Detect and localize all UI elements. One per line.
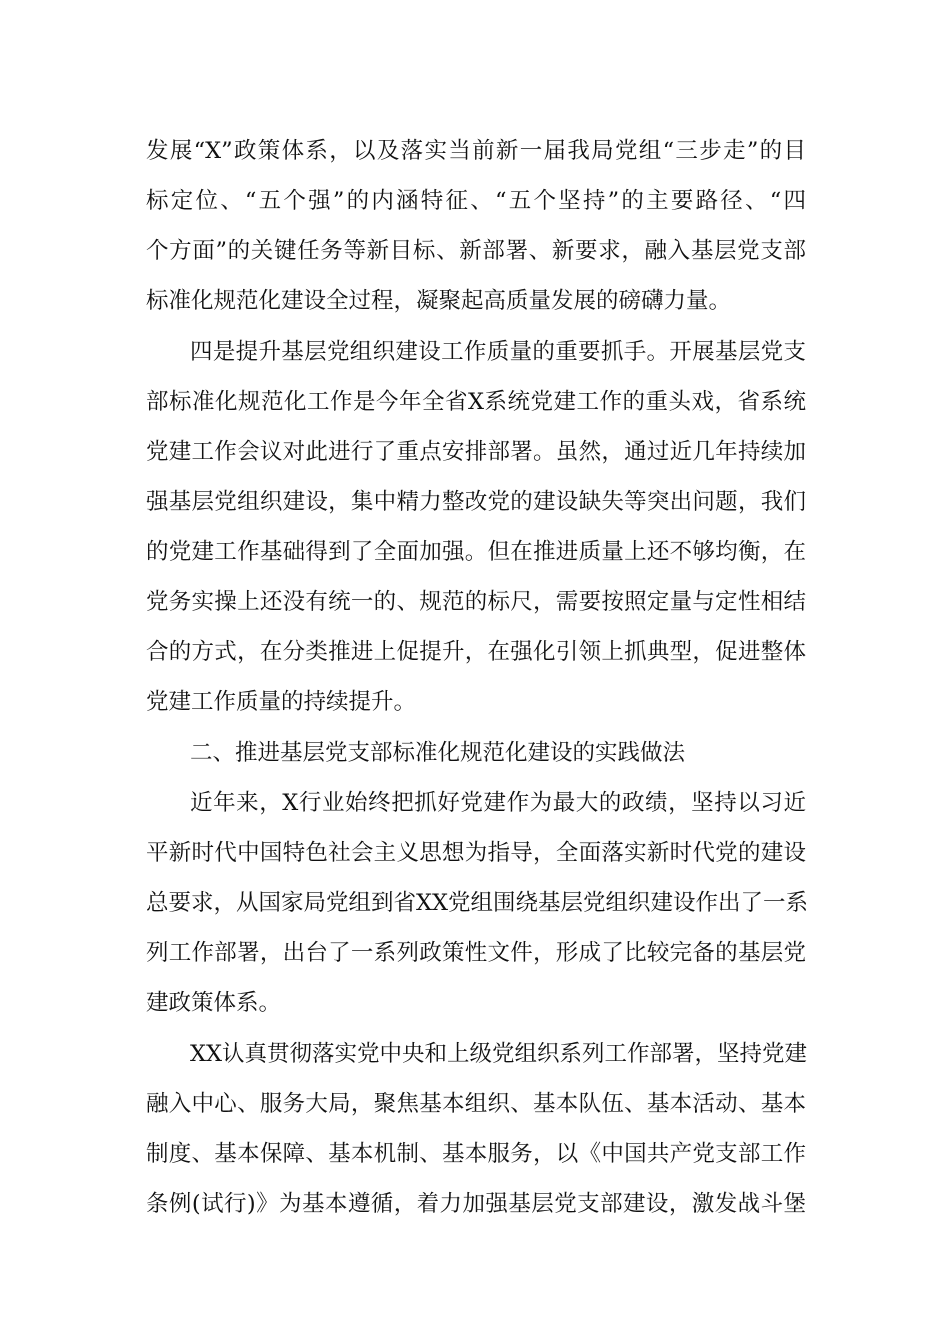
text-line: 条例(试行)》为基本遵循，着力加强基层党支部建设，激发战斗堡: [146, 1191, 806, 1217]
text-line: 总要求，从国家局党组到省XX党组围绕基层党组织建设作出了一系: [146, 890, 809, 916]
text-line: 列工作部署，出台了一系列政策性文件，形成了比较完备的基层党: [146, 940, 806, 966]
paragraph-first-line: 近年来，X行业始终把抓好党建作为最大的政绩，坚持以习近: [190, 790, 806, 816]
text-line: 融入中心、服务大局，聚焦基本组织、基本队伍、基本活动、基本: [146, 1091, 806, 1117]
text-line: 党建工作会议对此进行了重点安排部署。虽然，通过近几年持续加: [146, 439, 806, 465]
text-line: 建政策体系。: [146, 990, 282, 1016]
text-line: 平新时代中国特色社会主义思想为指导，全面落实新时代党的建设: [146, 840, 806, 866]
paragraph-first-line: XX认真贯彻落实党中央和上级党组织系列工作部署，坚持党建: [190, 1041, 808, 1067]
text-line: 合的方式，在分类推进上促提升，在强化引领上抓典型，促进整体: [146, 639, 806, 665]
text-line: 个方面”的关键任务等新目标、新部署、新要求，融入基层党支部: [146, 238, 806, 264]
text-line: 标准化规范化建设全过程，凝聚起高质量发展的磅礴力量。: [146, 288, 732, 314]
paragraph-first-line: 四是提升基层党组织建设工作质量的重要抓手。开展基层党支: [190, 339, 806, 365]
text-line: 标定位、“五个强”的内涵特征、“五个坚持”的主要路径、“四: [146, 188, 806, 214]
text-line: 的党建工作基础得到了全面加强。但在推进质量上还不够均衡，在: [146, 539, 806, 565]
text-line: 强基层党组织建设，集中精力整改党的建设缺失等突出问题，我们: [146, 489, 806, 515]
text-line: 党建工作质量的持续提升。: [146, 689, 417, 715]
text-line: 发展“X”政策体系，以及落实当前新一届我局党组“三步走”的目: [146, 138, 806, 164]
section-heading: 二、推进基层党支部标准化规范化建设的实践做法: [190, 740, 686, 766]
text-line: 党务实操上还没有统一的、规范的标尺，需要按照定量与定性相结: [146, 589, 806, 615]
text-line: 制度、基本保障、基本机制、基本服务，以《中国共产党支部工作: [146, 1141, 806, 1167]
text-line: 部标准化规范化工作是今年全省X系统党建工作的重头戏，省系统: [146, 389, 806, 415]
